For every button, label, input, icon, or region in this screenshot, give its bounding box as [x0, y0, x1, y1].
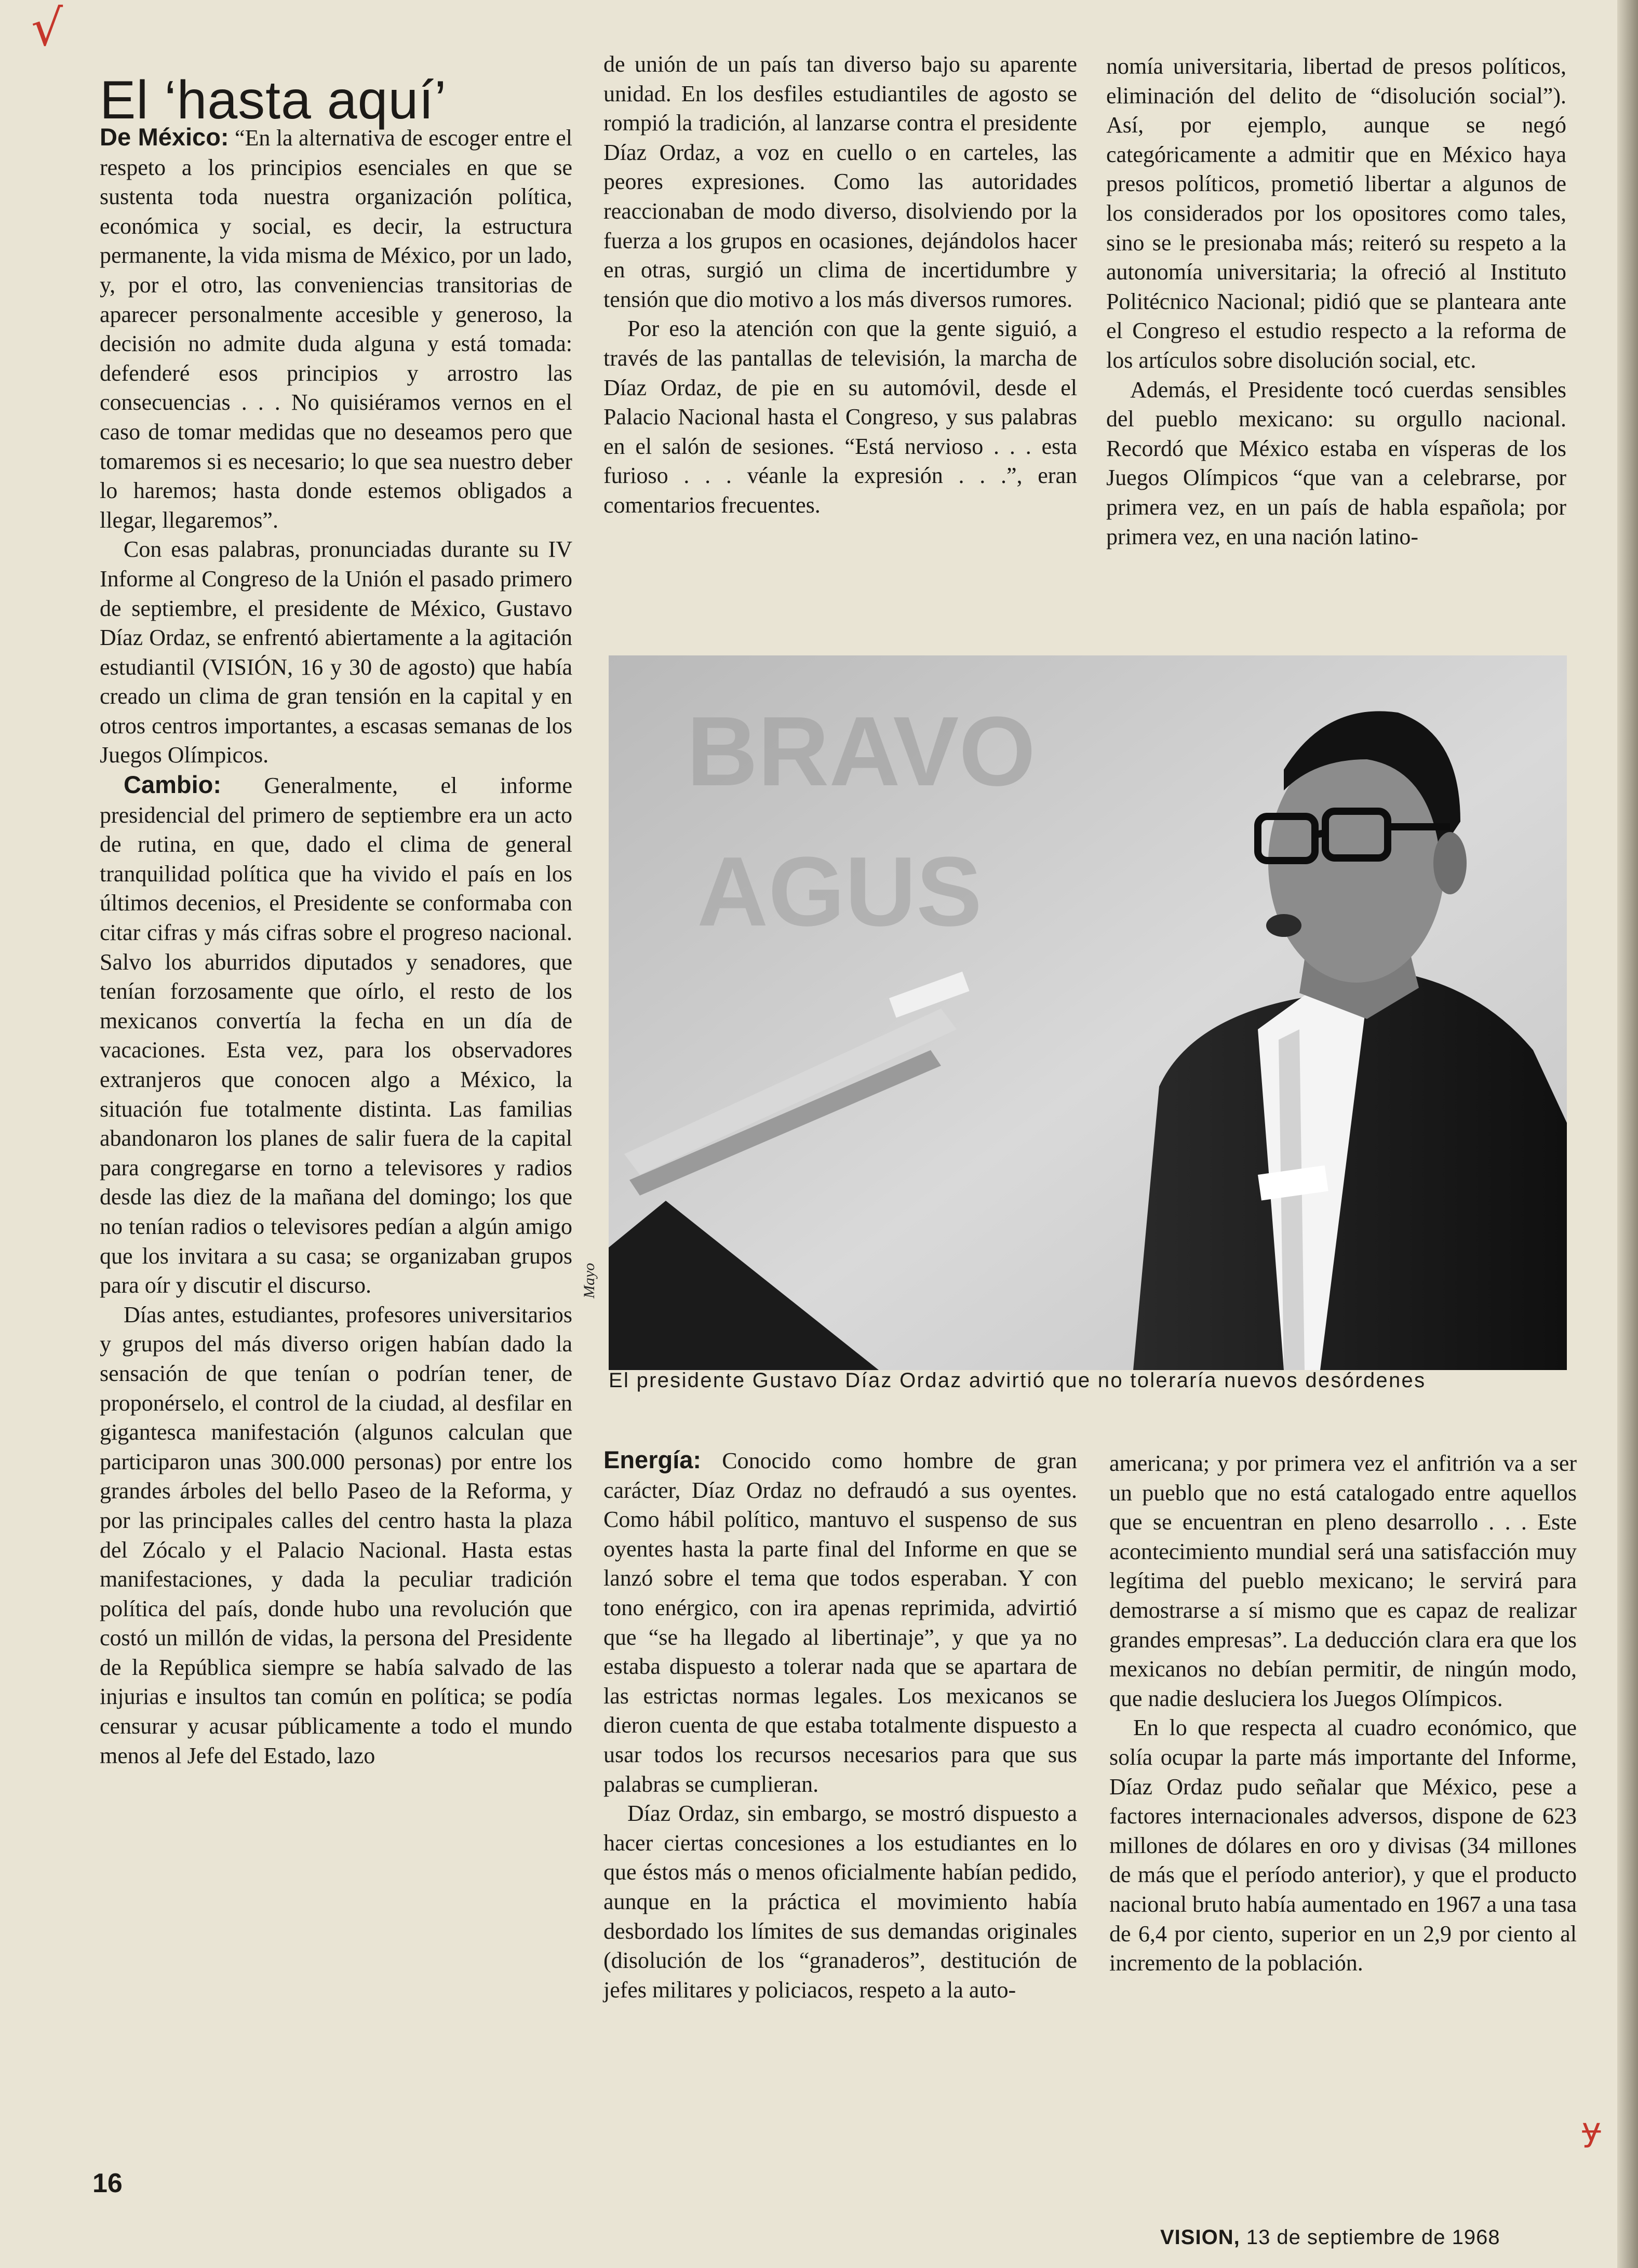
paragraph: Días antes, estudiantes, profesores universitarios y grupos del más diverso origen habían dado la sensación de que tenían o podrían tener, de proponérselo, el control de la ciudad, al desfilar en gigantesca manifestación (algunos calculan que participaron unas 300.000 personas) por entre los grandes árboles del bello Paseo de la Reforma, y por las principales calles del centro hasta la plaza del Zócalo y el Palacio Nacional. Hasta estas manifestaciones, y dada la peculiar tradición política del país, donde hubo una revolución que costó un millón de vidas, la persona del Presidente de la República siempre se había salvado de las injurias e insultos tan común en política; se podía censurar y acusar públicamente a todo el mundo menos al Jefe del Estado, lazo [100, 1301, 572, 1768]
page-number: 16 [92, 2168, 123, 2198]
paragraph: americana; y por primera vez el anfitrión va a ser un pueblo que no está catalogado entre aquellos que se encuentran en pleno desarrollo . . . Este acontecimiento mundial será una satisfacción muy legítima del pueblo mexicano; le servirá para demostrarse a sí mismo que es capaz de realizar grandes empresas”. La deducción clara era que los mexicanos no debían permitir, de ningún modo, que nadie desluciera los Juegos Olímpicos. [1109, 1451, 1577, 1711]
backdrop-text: BRAVO [687, 696, 1036, 807]
paragraph [603, 1445, 1077, 1799]
article-title: El ‘hasta aquí’ [100, 70, 447, 130]
president-photo [609, 655, 1567, 1370]
paragraph-text: Generalmente, el informe presidencial del primero de septiembre era un acto de rutina, en que, dado el clima de general tranquilidad política que ha vivido el país en los últimos decenios, el Presidente se conformaba con citar cifras y más cifras sobre el progreso nacional. Salvo los aburridos diputados y senadores, que tenían forzosamente que oírlo, el resto de los mexicanos convertía la fecha en un día de vacaciones. Esta vez, para los observadores extranjeros que conocen algo a México, la situación fue totalmente distinta. Las familias abandonaron los planes de salir fuera de la capital para congregarse en torno a televisores y radios desde las diez de la mañana del domingo; los que no tenían radios o televisores pedían a algún amigo que los invitara a su casa; se organizaban grupos para oír y discutir el discurso. [100, 773, 572, 1298]
paragraph: En lo que respecta al cuadro económico, que solía ocupar la parte más importante del Informe, Díaz Ordaz pudo señalar que México, pese a factores internacionales adversos, dispone de 623 millones de dólares en oro y divisas (34 millones de más que el período anterior), y que el producto nacional bruto había aumentado en 1967 a una tasa de 6,4 por ciento, superior en un 2,9 por ciento al incremento de la población. [1109, 1715, 1577, 1976]
column-3-top [1106, 52, 1566, 552]
issue-date: 13 de septiembre de 1968 [1240, 2226, 1500, 2249]
paragraph: Díaz Ordaz, sin embargo, se mostró dispuesto a hacer ciertas concesiones a los estudiantes en lo que éstos más o menos oficialmente habían pedido, aunque en la práctica el movimiento había desbordado los límites de sus demandas originales (disolución de los “granaderos”, destitución de jefes militares y policiacos, respeto a la auto- [603, 1801, 1077, 2003]
red-check-mark: √ [31, 0, 63, 57]
column-3-bottom [1109, 1449, 1577, 1978]
paragraph: de unión de un país tan diverso bajo su aparente unidad. En los desfiles estudiantiles de agosto se rompió la tradición, al lanzarse contra el presidente Díaz Ordaz, a voz en cuello o en carteles, las peores expresiones. Como las autoridades reaccionaban de modo diverso, disolviendo por la fuerza a los grupos en ocasiones, dejándolos hacer en otras, surgió un clima de incertidumbre y tensión que dio motivo a los más diversos rumores. [603, 51, 1077, 312]
red-pen-mark: ɏ [1582, 2111, 1601, 2149]
section-lead: De México: [100, 123, 229, 151]
photo-credit: Mayo [581, 1263, 598, 1298]
section-lead: Cambio: [124, 771, 221, 799]
photo-caption: El presidente Gustavo Díaz Ordaz advirtió que no toleraría nuevos desórdenes [609, 1369, 1426, 1392]
paragraph: nomía universitaria, libertad de presos políticos, eliminación del delito de “disolución social”). Así, por ejemplo, aunque se negó categóricamente a admitir que en México haya presos políticos, prometió libertar a algunos de los considerados por los opositores como tales, sino se le presionaba más; reiteró su respeto a la autonomía universitaria; la ofreció al Instituto Politécnico Nacional; pidió que se planteara ante el Congreso el estudio respecto a la reforma de los artículos sobre disolución social, etc. [1106, 53, 1566, 373]
publication-footer [1160, 2226, 1500, 2249]
paragraph: Por eso la atención con que la gente siguió, a través de las pantallas de televisión, la marcha de Díaz Ordaz, de pie en su automóvil, desde el Palacio Nacional hasta el Congreso, y sus palabras en el salón de sesiones. “Está nervioso . . . esta furioso . . . véanle la expresión . . .”, eran comentarios frecuentes. [603, 316, 1077, 518]
page-edge-shadow [1617, 0, 1638, 2268]
column-2-bottom [603, 1445, 1077, 2005]
column-2-top [603, 50, 1077, 520]
paragraph: Con esas palabras, pronunciadas durante su IV Informe al Congreso de la Unión el pasado primero de septiembre, el presidente de México, Gustavo Díaz Ordaz, se enfrentó abiertamente a la agitación estudiantil (VISIÓN, 16 y 30 de agosto) que había creado un clima de gran tensión en la capital y en otros centros importantes, a escasas semanas de los Juegos Olímpicos. [100, 536, 572, 768]
column-1 [100, 123, 572, 1770]
publication-name: VISION, [1160, 2226, 1240, 2249]
backdrop-text: AGUS [697, 837, 982, 947]
section-lead: Energía: [603, 1446, 702, 1473]
paragraph-text: “En la alternativa de escoger entre el respeto a los principios esenciales en que se sustenta toda nuestra organización política, económica y social, es decir, la estructura permanente, la vida misma de México, por un lado, y, por el otro, las conveniencias transitorias de aparecer personalmente accesible y generoso, la decisión no admite duda alguna y está tomada: defenderé esos principios y arrostro las consecuencias . . . No quisiéramos vernos en el caso de tomar medidas que no deseamos pero que tomaremos si es necesario; lo que sea nuestro deber lo haremos; hasta donde estemos obligados a llegar, llegaremos”. [100, 125, 572, 533]
paragraph: Además, el Presidente tocó cuerdas sensibles del pueblo mexicano: su orgullo nacional. Recordó que México estaba en vísperas de los Juegos Olímpicos “que van a celebrarse, por primera vez, en un país de habla española; por primera vez, en una nación latino- [1106, 377, 1566, 549]
paragraph [100, 123, 572, 535]
paragraph [100, 770, 572, 1300]
paragraph-text: Conocido como hombre de gran carácter, Díaz Ordaz no defraudó a sus oyentes. Como hábil político, mantuvo el suspenso de sus oyentes hasta la parte final del Informe en que se lanzó sobre el tema que todos esperaban. Y con tono enérgico, con ira apenas reprimida, advirtió que “se ha llegado al libertinaje”, y que ya no estaba dispuesto a tolerar nada que se apartara de las estrictas normas legales. Los mexicanos se dieron cuenta de que estaba totalmente dispuesto a usar todos los recursos necesarios para que sus palabras se cumplieran. [603, 1448, 1077, 1797]
